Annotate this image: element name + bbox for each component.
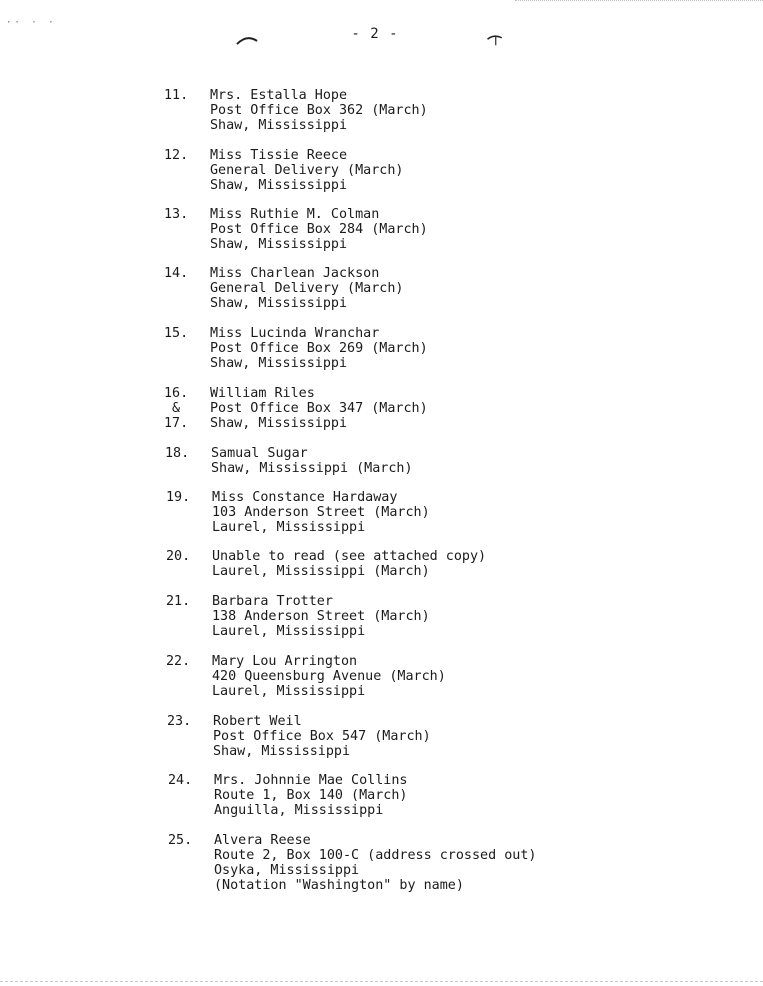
entry-address-line: Laurel, Mississippi (March): [212, 564, 430, 579]
entry-address: [210, 207, 428, 252]
entry-name: Alvera Reese: [214, 833, 311, 848]
entry-number: 23.: [167, 714, 192, 729]
scan-specks: ·· · ·: [6, 18, 57, 28]
entry-name: Samual Sugar: [211, 446, 308, 461]
entry-address-line: Route 1, Box 140 (March): [214, 788, 408, 803]
entry-address-line: 103 Anderson Street (March): [212, 505, 430, 520]
entry-number: 12.: [164, 148, 189, 163]
entry-address: [210, 386, 428, 431]
entry-address: [212, 549, 486, 579]
bottom-edge-line: [0, 981, 763, 982]
entry-number: 11.: [164, 88, 189, 103]
entry-address-line: Laurel, Mississippi: [212, 624, 366, 639]
entry-address-line: Shaw, Mississippi: [210, 118, 348, 133]
entry-number: 19.: [166, 490, 191, 505]
entry-address-line: Shaw, Mississippi: [210, 178, 348, 193]
entry-number: 13.: [164, 207, 189, 222]
entry-number: 22.: [166, 654, 191, 669]
entry-address-line: Post Office Box 269 (March): [210, 341, 428, 356]
entry-address: [210, 148, 403, 193]
entry-number: 20.: [166, 549, 191, 564]
entry-name: Robert Weil: [213, 714, 302, 729]
entry-address: [210, 266, 403, 311]
page-number: - 2 -: [351, 26, 399, 42]
entry-name: Miss Charlean Jackson: [210, 266, 380, 281]
entry-name: Miss Ruthie M. Colman: [210, 207, 380, 222]
entry-address-line: Shaw, Mississippi: [210, 237, 348, 252]
entry-name: Unable to read (see attached copy): [212, 549, 487, 564]
entry-address-line: Shaw, Mississippi: [213, 744, 351, 759]
entry-number-ampersand: &: [172, 401, 181, 416]
entry-name: Mrs. Johnnie Mae Collins: [214, 773, 408, 788]
entry-address-line: Shaw, Mississippi: [210, 416, 348, 431]
entry-number-second: 17.: [164, 416, 189, 431]
entry-address-line: General Delivery (March): [210, 163, 404, 178]
entry-number: 24.: [168, 773, 193, 788]
entry-address: [210, 88, 428, 133]
entry-address-line: Post Office Box 347 (March): [210, 401, 428, 416]
entry-address-line: Post Office Box 547 (March): [213, 729, 431, 744]
punch-mark-right: [484, 34, 506, 46]
entry-address-line: Shaw, Mississippi (March): [211, 461, 413, 476]
entry-name: Barbara Trotter: [212, 594, 333, 609]
entry-number: 21.: [166, 594, 191, 609]
entry-name: William Riles: [210, 386, 315, 401]
entry-address: [212, 654, 446, 699]
entry-number: 25.: [168, 833, 193, 848]
entry-number: 16.: [164, 386, 189, 401]
entry-number: 14.: [164, 266, 189, 281]
entry-address: [214, 833, 536, 893]
entry-address: [210, 326, 428, 371]
entry-address: [213, 714, 431, 759]
entry-address-line: Osyka, Mississippi: [214, 863, 360, 878]
entry-name: Miss Constance Hardaway: [212, 490, 398, 505]
entry-address: [214, 773, 407, 818]
entry-address-line: Post Office Box 284 (March): [210, 222, 428, 237]
entry-address: [212, 490, 430, 535]
entry-name: Miss Tissie Reece: [210, 148, 348, 163]
entry-address-line: Post Office Box 362 (March): [210, 103, 428, 118]
entry-address-line: Shaw, Mississippi: [210, 356, 348, 371]
entry-address-line: Laurel, Mississippi: [212, 520, 366, 535]
top-edge-dotted-line: [515, 0, 763, 1]
entry-address-line: Route 2, Box 100-C (address crossed out): [214, 848, 537, 863]
entry-address-line: 138 Anderson Street (March): [212, 609, 430, 624]
entry-number: 18.: [165, 446, 190, 461]
entry-address-line: Laurel, Mississippi: [212, 684, 366, 699]
entry-address-line: General Delivery (March): [210, 281, 404, 296]
entry-address-line: (Notation "Washington" by name): [214, 878, 464, 893]
entry-address-line: Shaw, Mississippi: [210, 296, 348, 311]
entry-number: 15.: [164, 326, 189, 341]
entry-name: Miss Lucinda Wranchar: [210, 326, 380, 341]
entry-address: [212, 594, 430, 639]
entry-address-line: Anguilla, Mississippi: [214, 803, 384, 818]
entry-address: [211, 446, 413, 476]
entry-name: Mrs. Estalla Hope: [210, 88, 348, 103]
entry-address-line: 420 Queensburg Avenue (March): [212, 669, 446, 684]
entry-name: Mary Lou Arrington: [212, 654, 358, 669]
punch-mark-left: [236, 34, 258, 46]
